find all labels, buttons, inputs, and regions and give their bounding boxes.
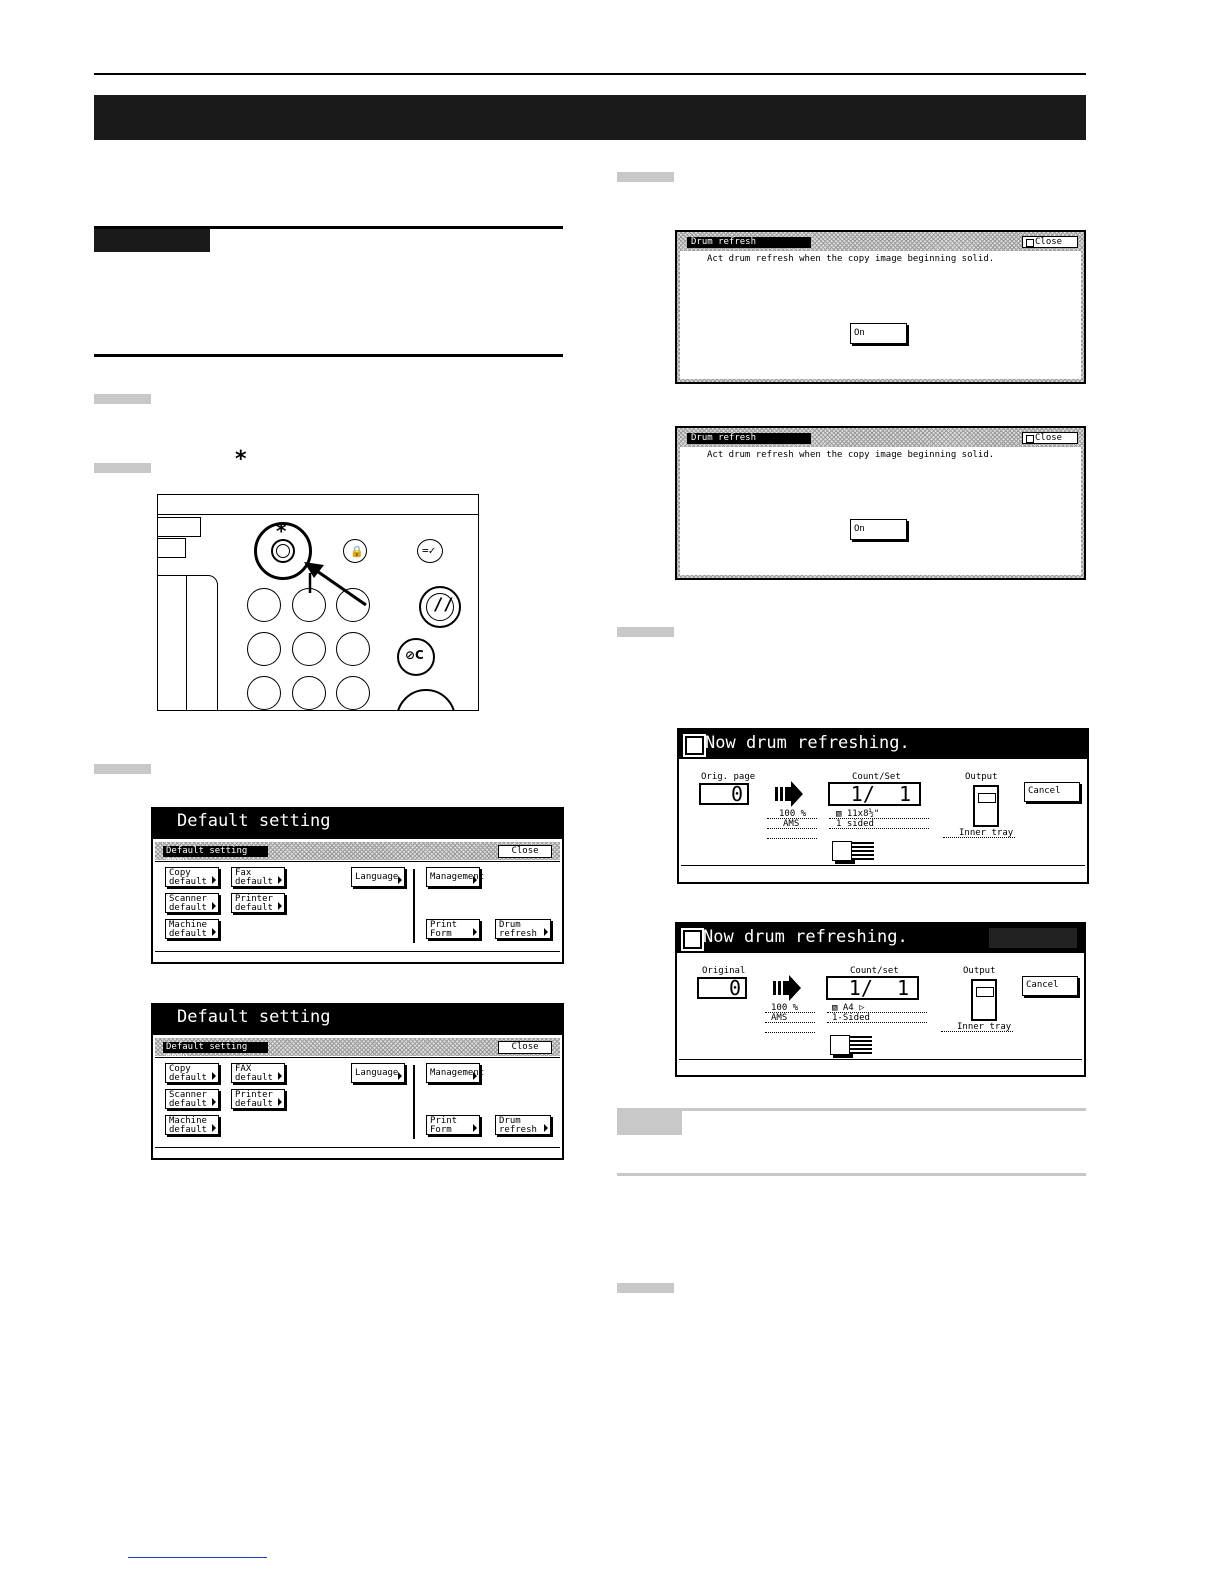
extra-dotline xyxy=(767,838,817,839)
screen-footer xyxy=(155,951,560,961)
paper-orientation-icon: ▷ xyxy=(853,1003,865,1013)
drum-refresh-message: Act drum refresh when the copy image beginning solid. xyxy=(707,254,995,264)
refreshing-title: Now drum refreshing. xyxy=(705,733,910,753)
top-rule xyxy=(94,73,1086,75)
printer-default-button[interactable] xyxy=(231,893,285,913)
count-set-box xyxy=(828,782,921,806)
scanner-default-button[interactable] xyxy=(165,1089,219,1109)
menu-title: Default setting menu xyxy=(163,1042,268,1053)
management-label: Management xyxy=(430,872,485,882)
fax-default-label: FAX default xyxy=(235,1064,273,1083)
drum-refresh-close-button[interactable] xyxy=(1022,236,1078,248)
fax-default-label: Fax default xyxy=(235,868,273,887)
note-box-top-rule xyxy=(617,1108,1086,1111)
original-label: Original xyxy=(702,966,746,976)
output-tray-icon xyxy=(971,979,997,1021)
orig-page-value: 0 xyxy=(730,782,743,806)
paper-dotline xyxy=(827,1012,927,1013)
orig-page-value-box xyxy=(699,783,749,805)
menu-divider xyxy=(413,1065,415,1139)
original-value: 0 xyxy=(728,976,741,1000)
star-key-label: * xyxy=(276,519,287,543)
output-tray-slot xyxy=(976,987,994,997)
lock-icon: 🔒 xyxy=(350,545,364,558)
pointer-arrow-icon xyxy=(158,495,479,711)
output-tray-label: Inner tray xyxy=(957,1022,1012,1032)
language-label: Language xyxy=(355,1068,399,1078)
language-button[interactable] xyxy=(351,867,405,887)
step-marker-6 xyxy=(617,1283,674,1293)
drum-refresh-on-button[interactable]: On xyxy=(850,519,907,540)
count-set-label: Count/Set xyxy=(852,772,901,782)
arrow-right-icon xyxy=(773,975,803,1001)
drum-refresh-label: Drum refresh xyxy=(499,1116,537,1135)
drum-refresh-close-button[interactable] xyxy=(1022,432,1078,444)
default-setting-title: Default setting xyxy=(177,811,331,831)
paper-size-value: 11x8½" xyxy=(846,809,880,819)
language-label: Language xyxy=(355,872,399,882)
drum-refresh-button[interactable] xyxy=(495,919,551,939)
copy-default-label: Copy default xyxy=(169,1064,207,1083)
output-tray-label: Inner tray xyxy=(959,828,1014,838)
close-label: Close xyxy=(1035,433,1063,443)
menu-divider xyxy=(413,869,415,943)
management-button[interactable] xyxy=(426,867,485,887)
cancel-button[interactable]: Cancel xyxy=(1024,782,1080,802)
step-marker-5 xyxy=(617,627,674,637)
close-checkbox-icon xyxy=(1026,239,1034,247)
note-label-tab xyxy=(617,1111,682,1135)
output-label: Output xyxy=(965,772,998,782)
default-setting-title: Default setting xyxy=(177,1007,331,1027)
drum-refresh-button[interactable] xyxy=(495,1115,551,1135)
machine-default-label: Machine default xyxy=(169,920,207,939)
default-setting-screen-1 xyxy=(151,807,564,964)
fax-default-button[interactable] xyxy=(231,1063,285,1083)
staple-stack-icon xyxy=(850,1034,872,1054)
refreshing-divider xyxy=(679,1059,1082,1060)
scanner-default-button[interactable] xyxy=(165,893,219,913)
drum-refresh-screen-2 xyxy=(675,426,1086,580)
copy-default-label: Copy default xyxy=(169,868,207,887)
job-icon: =✓ xyxy=(422,544,436,557)
original-value-box xyxy=(697,977,747,999)
drum-refresh-title: Drum refresh xyxy=(687,433,811,444)
count-set-box xyxy=(826,976,919,1000)
staple-stack-icon xyxy=(852,840,874,860)
refreshing-title: Now drum refreshing. xyxy=(703,927,908,947)
note-box-bottom-rule xyxy=(617,1173,1086,1176)
drum-refresh-screen-1 xyxy=(675,230,1086,384)
printer-default-label: Printer default xyxy=(235,1090,273,1109)
sort-icon xyxy=(832,841,852,861)
control-panel-illustration xyxy=(157,494,479,711)
copy-default-button[interactable] xyxy=(165,1063,219,1083)
important-box-bottom-rule xyxy=(94,354,563,357)
output-tray-icon xyxy=(973,785,999,827)
sort-icon xyxy=(830,1035,850,1055)
important-label-tab xyxy=(94,229,210,252)
copy-default-button[interactable] xyxy=(165,867,219,887)
refreshing-screen-1 xyxy=(677,728,1089,884)
machine-default-label: Machine default xyxy=(169,1116,207,1135)
fax-default-button[interactable] xyxy=(231,867,285,887)
machine-default-button[interactable] xyxy=(165,1115,219,1135)
count-set-label: Count/set xyxy=(850,966,899,976)
count-set-value: 1/ 1 xyxy=(850,782,911,806)
close-checkbox-icon xyxy=(1026,435,1034,443)
refreshing-header xyxy=(679,730,1087,759)
sided-dotline xyxy=(829,828,929,829)
output-dotline xyxy=(943,837,1015,838)
sided-label: 1 sided xyxy=(836,819,874,829)
zoom-dotline xyxy=(767,818,817,819)
drum-refresh-title: Drum refresh xyxy=(687,237,811,248)
drum-refresh-on-button[interactable]: On xyxy=(850,323,907,344)
sided-label: 1-Sided xyxy=(832,1013,870,1023)
cancel-button[interactable]: Cancel xyxy=(1022,976,1078,996)
ams-dotline xyxy=(767,828,817,829)
paper-size-value: A4 xyxy=(842,1003,854,1013)
scanner-default-label: Scanner default xyxy=(169,894,207,913)
extra-dotline xyxy=(765,1032,815,1033)
document-icon xyxy=(685,736,704,755)
print-form-label: Print Form xyxy=(430,920,458,939)
scanner-default-label: Scanner default xyxy=(169,1090,207,1109)
default-setting-header xyxy=(153,1005,562,1035)
paper-icon: ▧ xyxy=(836,809,847,819)
header-status-area xyxy=(989,928,1077,948)
drum-refresh-message: Act drum refresh when the copy image beginning solid. xyxy=(707,450,995,460)
step-marker-3 xyxy=(94,764,151,774)
stop-clear-icon: ⊘C xyxy=(405,648,424,662)
output-label: Output xyxy=(963,966,996,976)
printer-default-button[interactable] xyxy=(231,1089,285,1109)
zoom-value: 100 % xyxy=(779,809,807,819)
ams-label: AMS xyxy=(783,819,800,829)
star-key-symbol: * xyxy=(235,447,247,472)
paper-icon: ▧ xyxy=(832,1003,843,1013)
document-icon xyxy=(683,930,702,949)
drum-refresh-body xyxy=(680,251,1081,379)
close-button[interactable]: Close xyxy=(498,1041,552,1054)
count-set-value: 1/ 1 xyxy=(848,976,909,1000)
default-setting-header xyxy=(153,809,562,839)
output-tray-slot xyxy=(978,793,996,803)
refreshing-divider xyxy=(681,865,1085,866)
output-dotline xyxy=(941,1031,1013,1032)
footer-link-underline xyxy=(128,1557,267,1558)
print-form-label: Print Form xyxy=(430,1116,458,1135)
orig-page-label: Orig. page xyxy=(701,772,756,782)
ams-dotline xyxy=(765,1022,815,1023)
printer-default-label: Printer default xyxy=(235,894,273,913)
screen-footer xyxy=(155,1147,560,1157)
step-marker-2 xyxy=(94,463,151,473)
ams-label: AMS xyxy=(771,1013,788,1023)
language-button[interactable] xyxy=(351,1063,405,1083)
arrow-right-icon xyxy=(775,781,805,807)
machine-default-button[interactable] xyxy=(165,919,219,939)
print-form-button[interactable] xyxy=(426,919,480,939)
close-button[interactable]: Close xyxy=(498,845,552,858)
refreshing-header xyxy=(677,924,1084,953)
menu-title: Default setting menu xyxy=(163,846,268,857)
step-marker-4 xyxy=(617,172,674,182)
print-form-button[interactable] xyxy=(426,1115,480,1135)
zoom-value: 100 % xyxy=(771,1003,799,1013)
reset-icon: // xyxy=(433,595,454,615)
refreshing-screen-2 xyxy=(675,922,1086,1077)
step-marker-1 xyxy=(94,394,151,404)
zoom-dotline xyxy=(765,1012,815,1013)
section-title-band xyxy=(94,95,1086,140)
management-button[interactable] xyxy=(426,1063,485,1083)
drum-refresh-label: Drum refresh xyxy=(499,920,537,939)
close-label: Close xyxy=(1035,237,1063,247)
default-setting-screen-2 xyxy=(151,1003,564,1160)
drum-refresh-body xyxy=(680,447,1081,575)
management-label: Management xyxy=(430,1068,485,1078)
sided-dotline xyxy=(827,1022,927,1023)
paper-dotline xyxy=(829,818,929,819)
